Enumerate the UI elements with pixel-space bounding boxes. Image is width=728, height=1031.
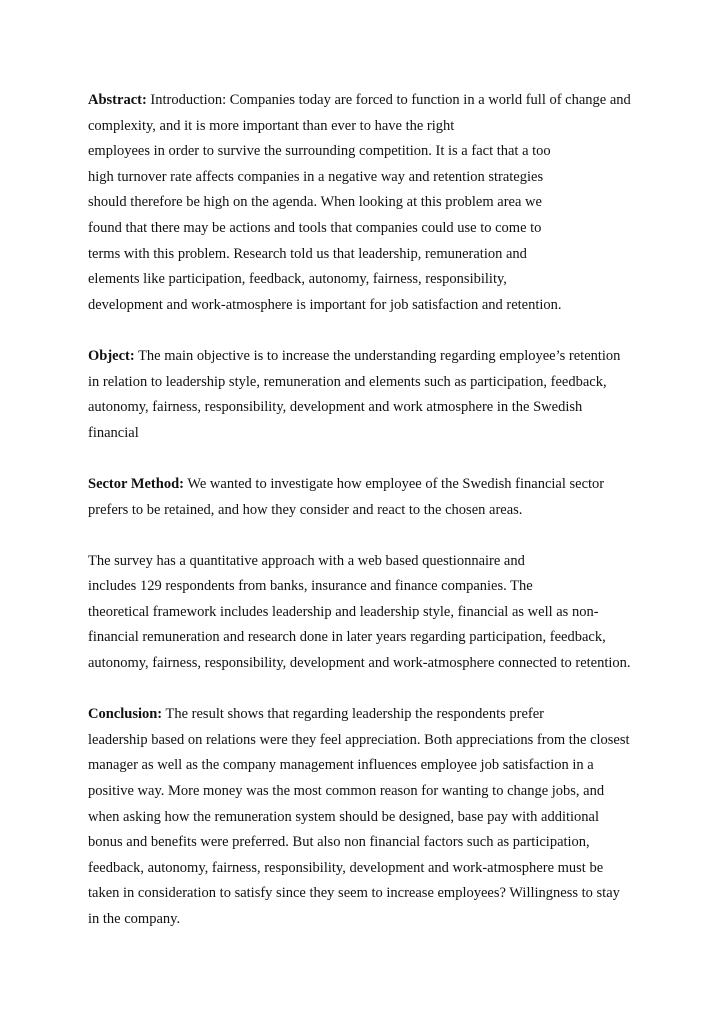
abstract-line: found that there may be actions and tools that companies could use to come to (88, 219, 542, 236)
object-paragraph (88, 344, 718, 446)
survey-line: includes 129 respondents from banks, insurance and finance companies. The (88, 578, 533, 595)
survey-line: The survey has a quantitative approach with a web based questionnaire and (88, 552, 525, 569)
sector-method-line: prefers to be retained, and how they consider and react to the chosen areas. (88, 501, 523, 518)
conclusion-line: feedback, autonomy, fairness, responsibility, development and work-atmosphere must be (88, 859, 604, 876)
abstract-line: elements like participation, feedback, autonomy, fairness, responsibility, (88, 271, 507, 288)
survey-line: autonomy, fairness, responsibility, development and work-atmosphere connected to retention. (88, 655, 631, 672)
conclusion-line: bonus and benefits were preferred. But also non financial factors such as participation, (88, 834, 590, 851)
abstract-line: employees in order to survive the surrounding competition. It is a fact that a too (88, 143, 551, 160)
conclusion-line: when asking how the remuneration system should be designed, base pay with additional (88, 808, 600, 825)
sector-method-line: Sector Method: We wanted to investigate how employee of the Swedish financial sector (88, 475, 605, 492)
object-label: Object: (88, 347, 135, 364)
survey-line: financial remuneration and research done in later years regarding participation, feedback, (88, 629, 606, 646)
conclusion-line: taken in consideration to satisfy since they seem to increase employees? Willingness to stay (88, 885, 620, 902)
conclusion-paragraph (88, 702, 718, 932)
survey-line: theoretical framework includes leadership and leadership style, financial as well as non- (88, 603, 599, 620)
object-line: financial (88, 424, 139, 441)
abstract-line: Abstract: Introduction: Companies today are forced to function in a world full of change and (88, 92, 631, 108)
survey-paragraph (88, 549, 718, 677)
sector-method-label: Sector Method: (88, 475, 184, 492)
conclusion-label: Conclusion: (88, 706, 163, 723)
abstract-line: high turnover rate affects companies in a negative way and retention strategies (88, 168, 544, 185)
sector-method-paragraph (88, 472, 718, 523)
object-line: autonomy, fairness, responsibility, development and work atmosphere in the Swedish (88, 399, 583, 416)
abstract-label: Abstract: (88, 92, 147, 108)
abstract-line: should therefore be high on the agenda. When looking at this problem area we (88, 194, 542, 211)
abstract-paragraph (88, 88, 718, 318)
document-page (88, 88, 718, 958)
object-line: Object: The main objective is to increase the understanding regarding employee’s retention (88, 347, 621, 364)
abstract-line: complexity, and it is more important than ever to have the right (88, 117, 455, 134)
object-line: in relation to leadership style, remuneration and elements such as participation, feedback, (88, 373, 607, 390)
conclusion-line: leadership based on relations were they feel appreciation. Both appreciations from the closest (88, 731, 630, 748)
conclusion-line: manager as well as the company management influences employee job satisfaction in a (88, 757, 594, 774)
abstract-line: development and work-atmosphere is important for job satisfaction and retention. (88, 296, 562, 313)
abstract-line: terms with this problem. Research told us that leadership, remuneration and (88, 245, 527, 262)
conclusion-line: positive way. More money was the most common reason for wanting to change jobs, and (88, 783, 605, 800)
conclusion-line: in the company. (88, 911, 181, 927)
conclusion-line: Conclusion: The result shows that regarding leadership the respondents prefer (88, 706, 544, 723)
